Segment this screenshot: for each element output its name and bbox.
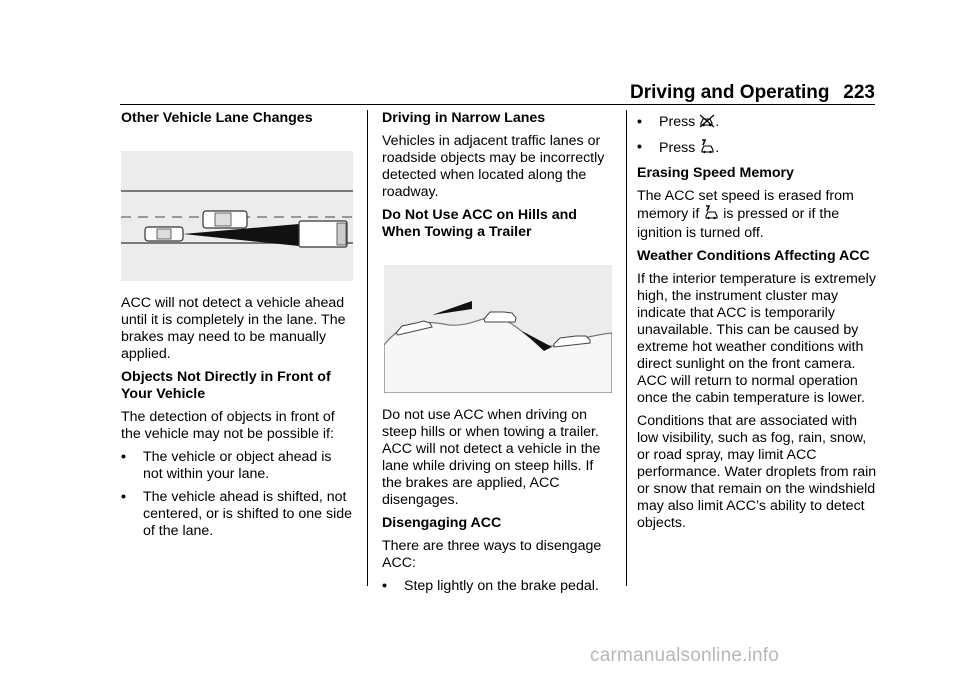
para-adjacent-lanes: Vehicles in adjacent traffic lanes or roadside objects may be incorrectly detected when located along the roadway. bbox=[382, 133, 605, 200]
bullet-item bbox=[121, 489, 353, 540]
heading-narrow-lanes: Driving in Narrow Lanes bbox=[382, 110, 546, 126]
section-title: Driving and Operating bbox=[630, 82, 830, 103]
bullet-text: The vehicle or object ahead is not within your lane. bbox=[143, 449, 332, 482]
bullet-dot: • bbox=[637, 139, 642, 155]
bullet-item bbox=[637, 114, 877, 133]
bullet-item bbox=[382, 578, 614, 595]
bullet-item bbox=[121, 449, 353, 483]
heading-weather-conditions: Weather Conditions Affecting ACC bbox=[637, 248, 870, 264]
para-set-speed-erased: The ACC set speed is erased from memory if is pressed or if the ignition is turned off. bbox=[637, 188, 854, 241]
bullet-text: Press . bbox=[659, 114, 719, 133]
header-rule bbox=[120, 104, 875, 105]
para-interior-temperature: If the interior temperature is extremely high, the instrument cluster may indicate that ACC is temporarily unavailable. This can be caused by extreme hot weather conditions with direct sunlight on the front camera. ACC will return to normal operation once the cabin temperature is lower. bbox=[637, 271, 876, 406]
heading-disengaging-acc: Disengaging ACC bbox=[382, 515, 502, 531]
para-do-not-use-acc: Do not use ACC when driving on steep hills or when towing a trailer. ACC will not detect a vehicle in the lane while driving on steep hills. If the brakes are applied, ACC disengages. bbox=[382, 407, 601, 508]
bullet-item bbox=[637, 139, 877, 159]
column-2 bbox=[382, 110, 614, 601]
heading-objects-not-in-front: Objects Not Directly in Front of Your Vehicle bbox=[121, 369, 331, 402]
para-detection-objects: The detection of objects in front of the vehicle may not be possible if: bbox=[121, 409, 335, 442]
para-acc-not-detect: ACC will not detect a vehicle ahead until it is completely in the lane. The brakes may need to be manually applied. bbox=[121, 295, 346, 362]
column-divider-1 bbox=[367, 110, 368, 586]
bullet-text: Step lightly on the brake pedal. bbox=[404, 578, 599, 594]
heading-other-vehicle-lane-changes: Other Vehicle Lane Changes bbox=[121, 110, 313, 126]
acc-on-off-icon bbox=[703, 205, 719, 225]
bullet-dot: • bbox=[382, 578, 387, 594]
column-3 bbox=[637, 110, 877, 538]
hills-illustration bbox=[384, 265, 612, 393]
page-number: 223 bbox=[843, 82, 875, 103]
bullet-dot: • bbox=[121, 489, 126, 505]
lane-change-illustration bbox=[121, 151, 353, 281]
page-header bbox=[630, 82, 875, 104]
column-1 bbox=[121, 110, 353, 546]
watermark: carmanualsonline.info bbox=[590, 645, 780, 666]
bullet-text: The vehicle ahead is shifted, not centered, or is shifted to one side of the lane. bbox=[143, 489, 352, 539]
bullet-text: Press . bbox=[659, 139, 719, 159]
para-low-visibility: Conditions that are associated with low visibility, such as fog, rain, snow, or road spray, may limit ACC performance. Water droplets from rain or snow that remain on the windshield may also limit ACC’s ability to detect objects. bbox=[637, 413, 877, 531]
heading-erasing-speed-memory: Erasing Speed Memory bbox=[637, 165, 794, 181]
bullet-dot: • bbox=[637, 114, 642, 130]
acc-on-off-icon bbox=[699, 139, 715, 159]
column-divider-2 bbox=[626, 110, 627, 586]
bullet-dot: • bbox=[121, 449, 126, 465]
acc-cancel-icon bbox=[699, 114, 715, 133]
para-three-ways: There are three ways to disengage ACC: bbox=[382, 538, 602, 571]
heading-hills-trailer: Do Not Use ACC on Hills and When Towing a Trailer bbox=[382, 207, 577, 240]
